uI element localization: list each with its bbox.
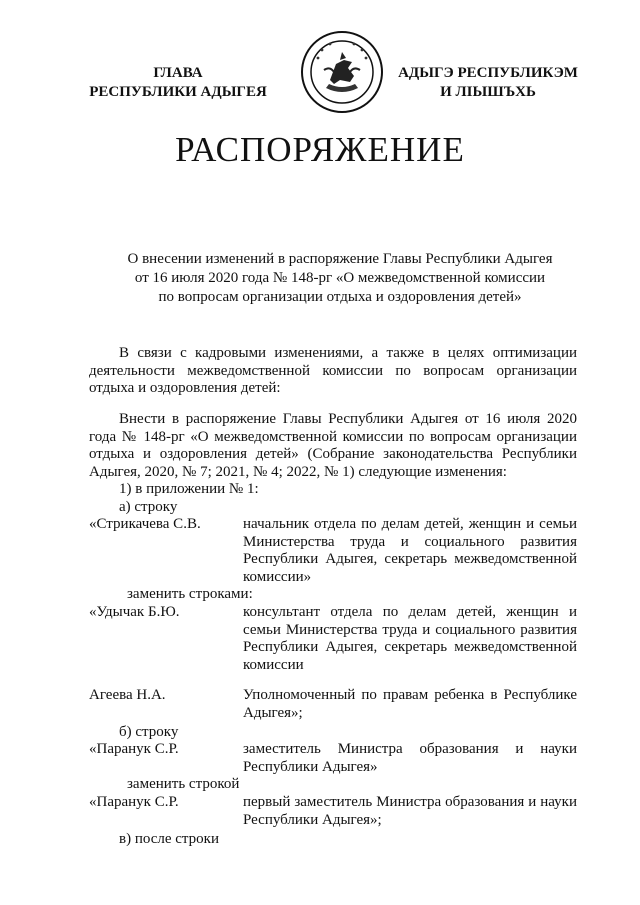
subject-line-1: О внесении изменений в распоряжение Главы Республики Адыгея (127, 251, 553, 267)
document-type-title: РАСПОРЯЖЕНИЕ (175, 130, 465, 169)
list-item-a: а) строку (119, 499, 178, 515)
entry-desc-3: Уполномоченный по правам ребенка в Республике Адыгея»; (243, 687, 577, 721)
header-left-line2: РЕСПУБЛИКИ АДЫГЕЯ (89, 84, 267, 100)
header-left (68, 64, 288, 102)
list-item-b: б) строку (119, 724, 179, 740)
header-right (378, 64, 598, 102)
entry-desc-2: консультант отдела по делам детей, женщин и семьи Министерства труда и социального развития Республики Адыгея, секретарь межведомственной комиссии (243, 604, 577, 673)
replace-rows-label: заменить строками: (127, 586, 253, 602)
list-item-v: в) после строки (119, 831, 219, 847)
entry-name-1: «Стрикачева С.В. (89, 516, 201, 532)
entry-desc-1: начальник отдела по делам детей, женщин и семьи Министерства труда и социального развития Республики Адыгея, секретарь межведомственной комиссии» (243, 516, 577, 585)
paragraph-preamble: В связи с кадровыми изменениями, а также в целях оптимизации деятельности межведомственной комиссии по вопросам организации отдыха и оздоровления детей: (89, 345, 577, 396)
paragraph-main: Внести в распоряжение Главы Республики Адыгея от 16 июля 2020 года № 148-рг «О межведомственной комиссии по вопросам организации отдыха и оздоровления детей» (Собрание законодательства Республики Адыгея, 2020, № 7; 2021, № 4; 2022, № 1) следующие изменения: (89, 411, 577, 480)
entry-desc-4: заместитель Министра образования и науки Республики Адыгея» (243, 741, 577, 775)
header-right-line2: И ЛІЫШЪХЬ (440, 84, 536, 100)
entry-name-4: «Паранук С.Р. (89, 741, 179, 757)
list-item-1: 1) в приложении № 1: (119, 481, 259, 497)
entry-desc-5: первый заместитель Министра образования и науки Республики Адыгея»; (243, 794, 577, 828)
entry-name-3: Агеева Н.А. (89, 687, 166, 703)
subject-line-2: от 16 июля 2020 года № 148-рг «О межведомственной комиссии (134, 270, 546, 286)
replace-row-label: заменить строкой (127, 776, 240, 792)
entry-name-5: «Паранук С.Р. (89, 794, 179, 810)
subject-line-3: по вопросам организации отдыха и оздоровления детей» (158, 289, 522, 305)
entry-name-2: «Удычак Б.Ю. (89, 604, 180, 620)
republic-of-adygea-coat-of-arms-icon (300, 30, 384, 114)
header-left-line1: ГЛАВА (153, 65, 203, 81)
header-right-line1: АДЫГЭ РЕСПУБЛИКЭМ (398, 65, 578, 81)
